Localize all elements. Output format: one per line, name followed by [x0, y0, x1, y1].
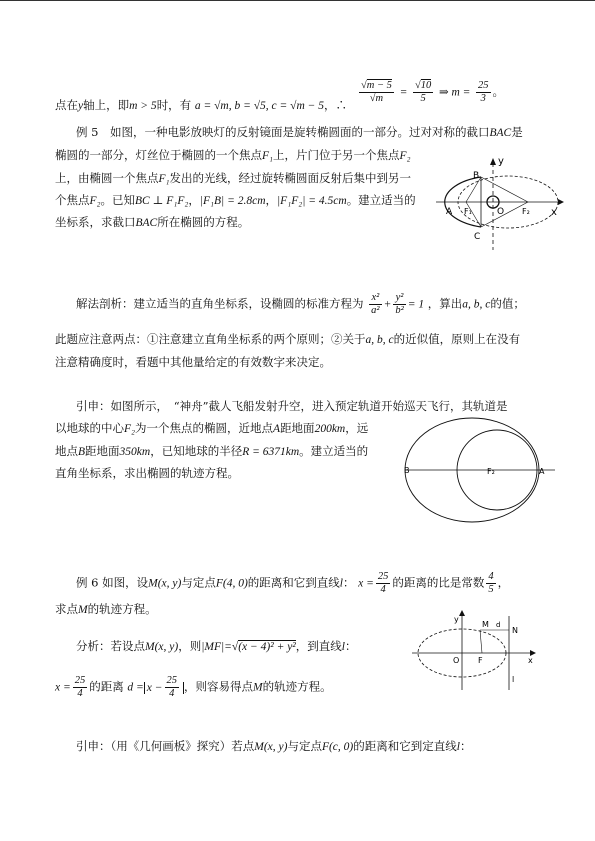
- label-x: x: [551, 207, 557, 218]
- label-y: y: [454, 615, 459, 624]
- analysis-line-2: 此题应注意两点：①注意建立直角坐标系的两个原则；②关于a, b, c的近似值，原则上在没有: [55, 332, 521, 346]
- ex6-line-1: 例 6 如图，设M(x, y)与定点F(4, 0)的距离和它到直线l： x = $\frac{25}{4}$ 的距离的比是常数 $\frac{4}{5}$ ，: [76, 571, 510, 595]
- ellipse-directrix-figure: [412, 608, 542, 690]
- ex5-line-3: 上，由椭圆一个焦点F₁发出的光线，经过旋转椭圆面反射后集中到另一: [55, 171, 412, 185]
- label-n: N: [512, 626, 518, 635]
- label-f1: F₁: [464, 207, 472, 216]
- top-rule: [0, 0, 595, 1]
- label-o: O: [453, 656, 460, 665]
- text: 时，有: [156, 98, 192, 112]
- ex5-line-1: 例 5 如图，一种电影放映灯的反射镜面是旋转椭圆面的一部分。过对对称的截口BAC是: [76, 125, 523, 139]
- intro1-line-1: 引申：如图所示， “神舟”截人飞船发射升空，进入预定轨道开始巡天飞行，其轨道是: [76, 399, 508, 413]
- derivation-line: [55, 97, 347, 114]
- analysis2-line-1: 分析：若设点M(x, y)，则|MF|=√(x − 4)² + y²，到直线l：: [76, 639, 357, 653]
- text: ，∴: [324, 98, 348, 112]
- implies: ⇒ m =: [438, 86, 471, 99]
- fraction: $\frac{25}{3}$: [478, 80, 489, 104]
- text: 。: [492, 84, 505, 99]
- intro1-line-3: 地点B距地面350km，已知地球的半径R = 6371km。建立适当的: [55, 444, 369, 458]
- label-d: d: [496, 621, 501, 629]
- text: 轴上，即: [83, 98, 130, 112]
- label-m: M: [482, 620, 489, 629]
- ex5-line-4: 个焦点F₂。已知BC ⊥ F₁F₂，|F₁B| = 2.8cm，|F₁F₂| = 4.5cm。建立适当的: [55, 193, 416, 207]
- label-b: B: [404, 466, 410, 475]
- segment-mf: [480, 630, 482, 653]
- ellipse-reflector-figure: [436, 155, 566, 250]
- y-axis-arrow: [490, 158, 496, 165]
- abs-value: x − $\frac{25}{4}$: [144, 682, 184, 694]
- label-f: F: [478, 656, 483, 665]
- y-axis-arrow: [459, 610, 465, 616]
- analysis-line-1: 解法剖析：建立适当的直角坐标系，设椭圆的标准方程为 $\frac{\text{x²}}{\text{a²}}$ + $\frac{\text{y²}}{\text{b²}}$ = 1 ，算出a, b, c的值；: [76, 292, 525, 316]
- label-a: A: [539, 467, 545, 476]
- label-o: O: [497, 207, 505, 217]
- math: y: [78, 100, 84, 112]
- ex6-line-2: 求点M的轨迹方程。: [55, 602, 157, 616]
- equals: =: [399, 86, 408, 99]
- text: 点在: [55, 98, 78, 112]
- label-f2: F₂: [522, 207, 530, 216]
- ex5-line-5: 坐标系，求截口BAC所在椭圆的方程。: [55, 215, 250, 229]
- math: m > 5: [129, 100, 157, 112]
- label-c: C: [474, 232, 481, 242]
- derivation-fraction: [357, 80, 504, 105]
- analysis-line-3: 注意精确度时，看题中其他量给定的有效数字来决定。: [55, 355, 331, 369]
- intro1-line-2: 以地球的中心F₂为一个焦点的椭圆，近地点A距地面200km，远: [55, 421, 369, 435]
- analysis2-line-2: x = $\frac{25}{4}$ 的距离 d = x − $\frac{25}{4}$ ，则容易得点M的轨迹方程。: [55, 675, 332, 700]
- label-f2: F₂: [487, 467, 495, 476]
- intro2-line-1: 引申：（用《几何画板》探究）若点M(x, y)与定点F(c, 0)的距离和它到定直线l：: [76, 739, 472, 753]
- label-a: A: [446, 207, 453, 217]
- label-x: x: [528, 656, 533, 665]
- orbit-figure: [405, 415, 563, 527]
- label-b: B: [473, 171, 480, 181]
- fraction: $\frac{√10}{5}$: [415, 80, 432, 104]
- fraction: $\frac{√m - 5}{√m}$: [361, 80, 392, 104]
- label-l: l: [512, 675, 515, 684]
- label-y: y: [498, 156, 504, 167]
- intro1-line-4: 直角坐标系，求出椭圆的轨迹方程。: [55, 466, 239, 480]
- math-abc: a = √m, b = √5, c = √m − 5: [194, 100, 325, 112]
- ex5-line-2: 椭圆的一部分，灯丝位于椭圆的一个焦点F₁上，片门位于另一个焦点F₂: [55, 148, 411, 162]
- x-axis-arrow: [558, 199, 564, 205]
